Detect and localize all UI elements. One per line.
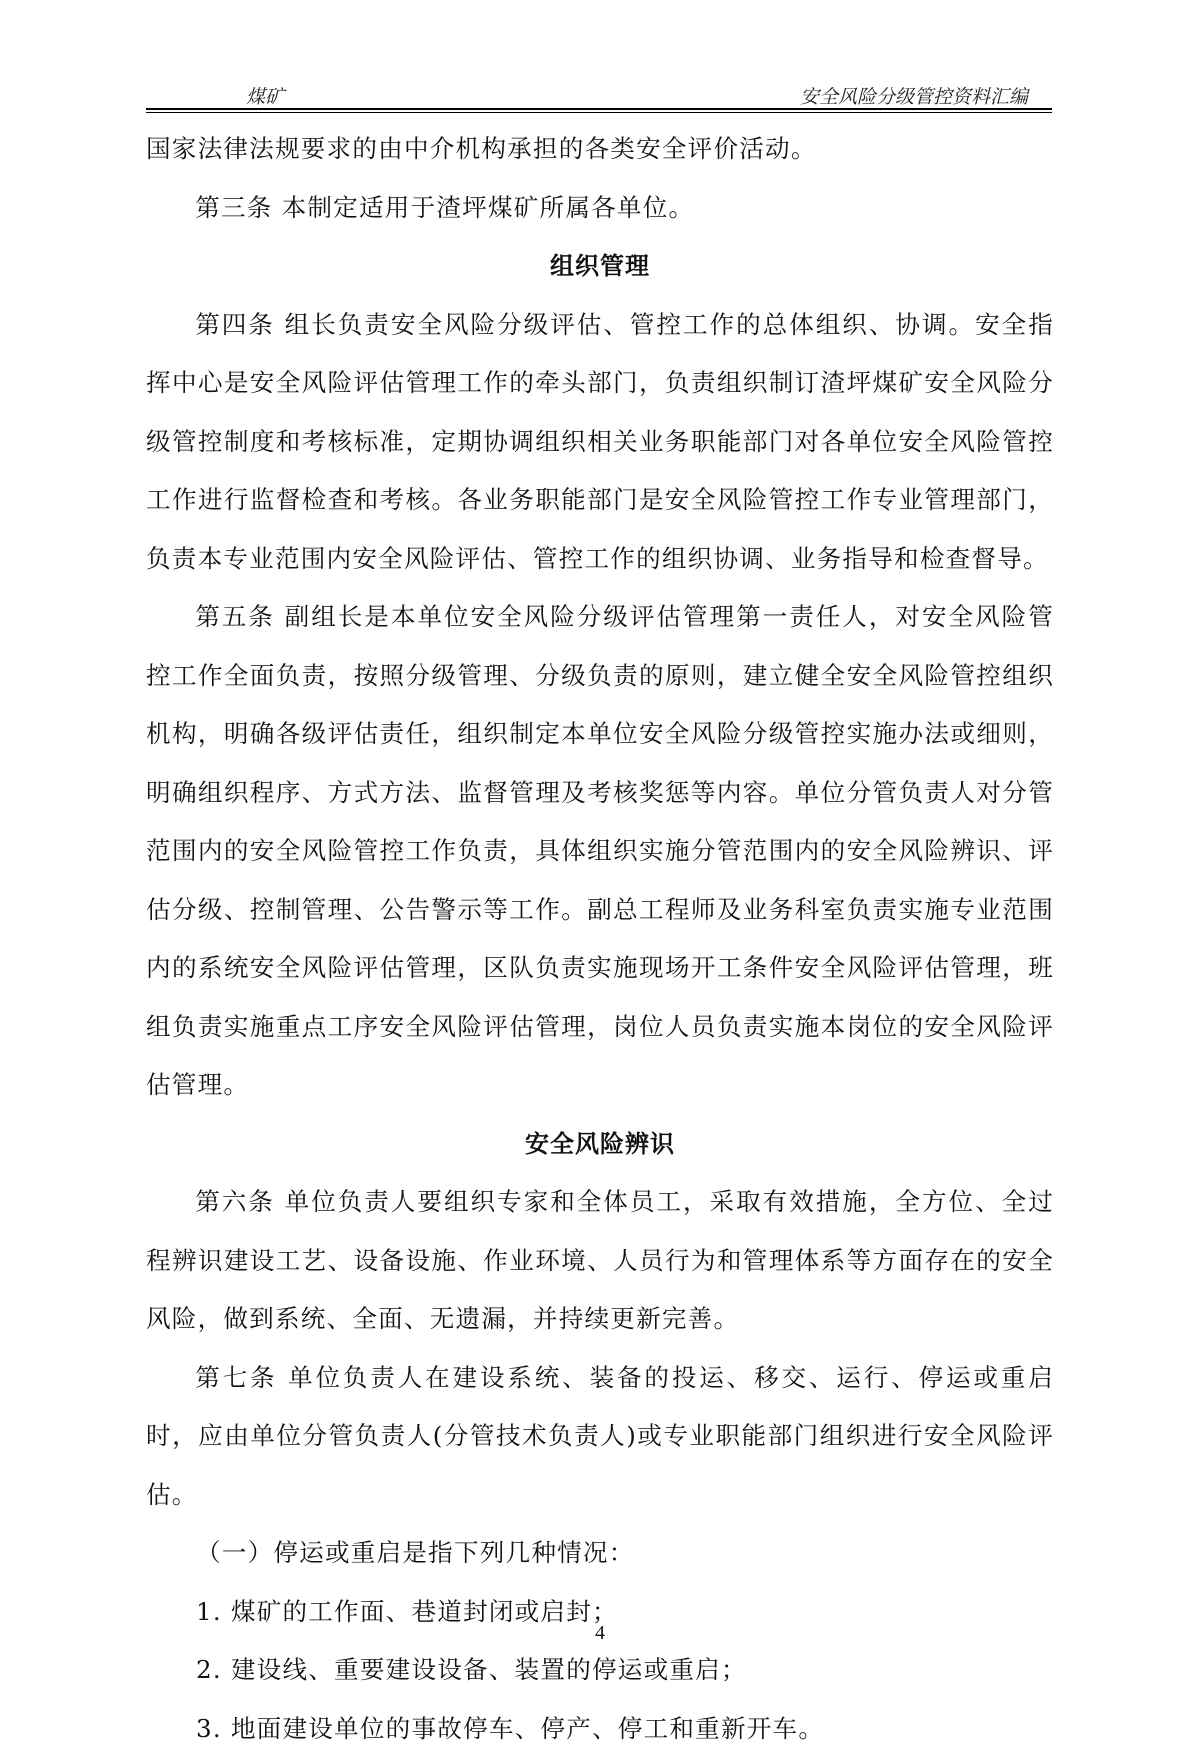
paragraph-article-5: 第五条 副组长是本单位安全风险分级评估管理第一责任人，对安全风险管控工作全面负责，按照分级管理、分级负责的原则，建立健全安全风险管控组织机构，明确各级评估责任，组织制定本单位安全风险分级管控实施办法或细则，明确组织程序、方式方法、监督管理及考核奖惩等内容。单位分管负责人对分管范围内的安全风险管控工作负责，具体组织实施分管范围内的安全风险辨识、评估分级、控制管理、公告警示等工作。副总工程师及业务科室负责实施专业范围内的系统安全风险评估管理，区队负责实施现场开工条件安全风险评估管理，班组负责实施重点工序安全风险评估管理，岗位人员负责实施本岗位的安全风险评估管理。 — [146, 588, 1054, 1115]
paragraph-article-6: 第六条 单位负责人要组织专家和全体员工，采取有效措施，全方位、全过程辨识建设工艺、设备设施、作业环境、人员行为和管理体系等方面存在的安全风险，做到系统、全面、无遗漏，并持续更新完善。 — [146, 1173, 1054, 1349]
list-item: 3. 地面建设单位的事故停车、停产、停工和重新开车。 — [146, 1700, 1054, 1758]
section-heading-organization: 组织管理 — [146, 237, 1054, 296]
section-heading-risk-identification: 安全风险辨识 — [146, 1115, 1054, 1174]
document-body — [146, 120, 1054, 1758]
header-rule-thin — [146, 112, 1052, 113]
header-rule-thick — [146, 108, 1052, 110]
header-left-title: 煤矿 — [246, 82, 284, 109]
list-item: 2. 建设线、重要建设设备、装置的停运或重启； — [146, 1641, 1054, 1700]
list-heading: （一）停运或重启是指下列几种情况： — [146, 1524, 1054, 1583]
header-right-title: 安全风险分级管控资料汇编 — [800, 82, 1028, 109]
paragraph-continuation: 国家法律法规要求的由中介机构承担的各类安全评价活动。 — [146, 120, 1054, 179]
paragraph-article-3: 第三条 本制定适用于渣坪煤矿所属各单位。 — [146, 179, 1054, 238]
page-number: 4 — [0, 1622, 1200, 1645]
paragraph-article-4: 第四条 组长负责安全风险分级评估、管控工作的总体组织、协调。安全指挥中心是安全风险评估管理工作的牵头部门，负责组织制订渣坪煤矿安全风险分级管控制度和考核标准，定期协调组织相关业务职能部门对各单位安全风险管控工作进行监督检查和考核。各业务职能部门是安全风险管控工作专业管理部门，负责本专业范围内安全风险评估、管控工作的组织协调、业务指导和检查督导。 — [146, 296, 1054, 589]
paragraph-article-7: 第七条 单位负责人在建设系统、装备的投运、移交、运行、停运或重启时，应由单位分管负责人(分管技术负责人)或专业职能部门组织进行安全风险评估。 — [146, 1349, 1054, 1525]
page-header — [146, 82, 1052, 108]
list-item: 1. 煤矿的工作面、巷道封闭或启封； — [146, 1583, 1054, 1642]
